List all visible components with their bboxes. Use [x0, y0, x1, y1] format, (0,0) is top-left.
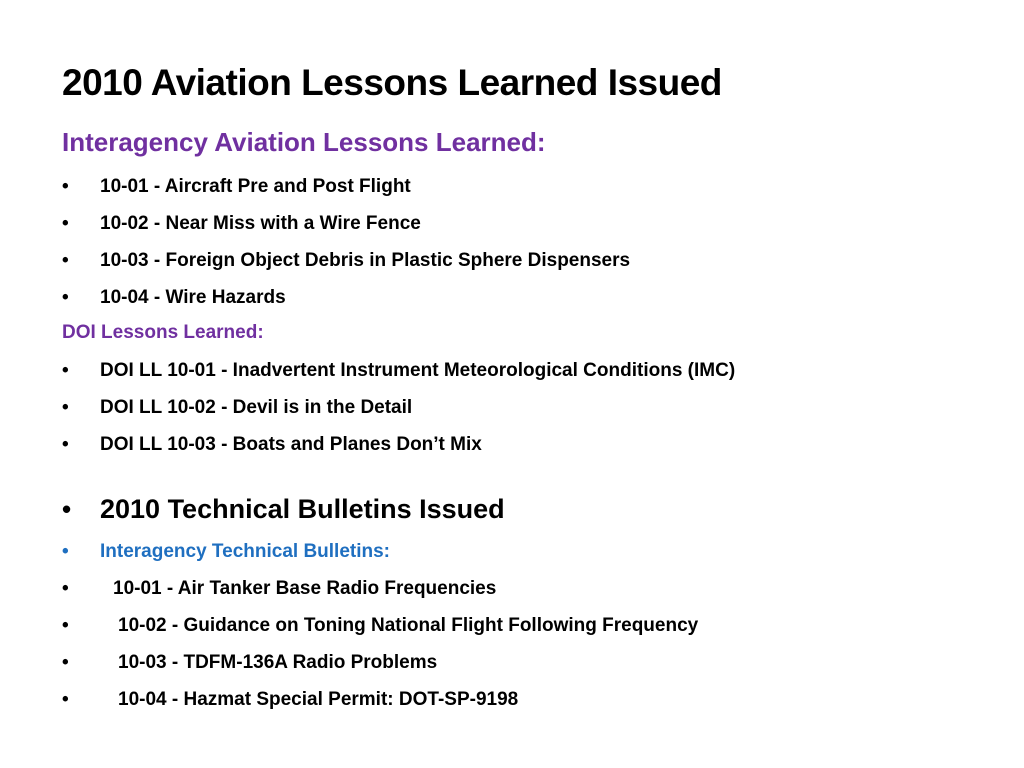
slide-title: 2010 Aviation Lessons Learned Issued [62, 62, 722, 103]
tb-10-02: 10-02 - Guidance on Toning National Flight Following Frequency [118, 615, 699, 636]
bullet: • [62, 287, 69, 308]
tb-10-04: 10-04 - Hazmat Special Permit: DOT-SP-9198 [118, 689, 519, 710]
interagency-tb-heading: Interagency Technical Bulletins: [100, 541, 391, 562]
lesson-10-02: 10-02 - Near Miss with a Wire Fence [100, 213, 421, 234]
bullet: • [62, 250, 69, 271]
bullet: • [62, 434, 69, 455]
interagency-lessons-heading: Interagency Aviation Lessons Learned: [62, 127, 546, 157]
bullet: • [62, 494, 72, 524]
doi-lesson-10-02: DOI LL 10-02 - Devil is in the Detail [100, 397, 413, 418]
bullet: • [62, 541, 69, 562]
bullet: • [62, 689, 69, 710]
bullet: • [62, 176, 69, 197]
bullet: • [62, 652, 69, 673]
bullet: • [62, 578, 69, 599]
tb-10-01: 10-01 - Air Tanker Base Radio Frequencies [113, 578, 497, 599]
tb-10-03: 10-03 - TDFM-136A Radio Problems [118, 652, 438, 673]
doi-lesson-10-03: DOI LL 10-03 - Boats and Planes Don’t Mix [100, 434, 482, 455]
lesson-10-01: 10-01 - Aircraft Pre and Post Flight [100, 176, 411, 197]
lesson-10-03: 10-03 - Foreign Object Debris in Plastic Sphere Dispensers [100, 250, 631, 271]
doi-lesson-10-01: DOI LL 10-01 - Inadvertent Instrument Meteorological Conditions (IMC) [100, 360, 736, 381]
bullet: • [62, 615, 69, 636]
bullet: • [62, 213, 69, 234]
bullet: • [62, 397, 69, 418]
doi-lessons-heading: DOI Lessons Learned: [62, 322, 264, 343]
lesson-10-04: 10-04 - Wire Hazards [100, 287, 286, 308]
tech-bulletins-heading: 2010 Technical Bulletins Issued [100, 494, 505, 524]
bullet: • [62, 360, 69, 381]
